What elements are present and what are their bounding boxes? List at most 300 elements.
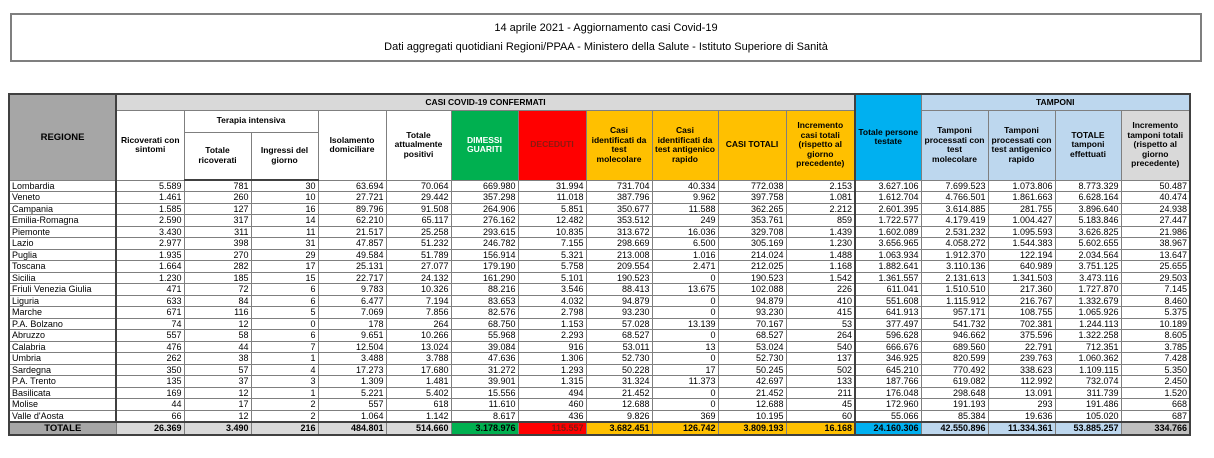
value-cell: 3.785 xyxy=(1121,341,1190,353)
value-cell: 2.131.613 xyxy=(921,272,988,284)
value-cell: 1.004.427 xyxy=(988,215,1055,227)
col-header-casi-molecolare: Casi identificati da test molecolare xyxy=(586,110,652,180)
value-cell: 410 xyxy=(786,295,855,307)
value-cell: 72 xyxy=(184,284,251,296)
value-cell: 6 xyxy=(251,295,318,307)
value-cell: 52.730 xyxy=(718,353,786,365)
value-cell: 16 xyxy=(251,203,318,215)
value-cell: 30 xyxy=(251,180,318,192)
value-cell: 3.473.116 xyxy=(1055,272,1121,284)
value-cell: 350.677 xyxy=(586,203,652,215)
value-cell: 70.064 xyxy=(386,180,451,192)
value-cell: 84 xyxy=(184,295,251,307)
table-row xyxy=(9,376,1190,388)
value-cell: 50.228 xyxy=(586,364,652,376)
value-cell: 1.230 xyxy=(116,272,184,284)
value-cell: 2.034.564 xyxy=(1055,249,1121,261)
value-cell: 8.460 xyxy=(1121,295,1190,307)
total-value-cell: 514.660 xyxy=(386,422,451,435)
col-header-tamponi-antigenico: Tamponi processati con test antigenico rapido xyxy=(988,110,1055,180)
table-row xyxy=(9,203,1190,215)
value-cell: 11.018 xyxy=(518,192,586,204)
value-cell: 397.758 xyxy=(718,192,786,204)
value-cell: 1.109.115 xyxy=(1055,364,1121,376)
region-cell: Sicilia xyxy=(9,272,116,284)
value-cell: 51.232 xyxy=(386,238,451,250)
value-cell: 10.835 xyxy=(518,226,586,238)
value-cell: 209.554 xyxy=(586,261,652,273)
value-cell: 1.064 xyxy=(318,410,386,422)
value-cell: 1.439 xyxy=(786,226,855,238)
value-cell: 91.508 xyxy=(386,203,451,215)
region-cell: Toscana xyxy=(9,261,116,273)
table-body xyxy=(9,180,1190,435)
value-cell: 27.447 xyxy=(1121,215,1190,227)
value-cell: 176.048 xyxy=(855,387,921,399)
value-cell: 541.732 xyxy=(921,318,988,330)
col-header-regione: REGIONE xyxy=(9,94,116,180)
value-cell: 436 xyxy=(518,410,586,422)
value-cell: 239.763 xyxy=(988,353,1055,365)
value-cell: 12.688 xyxy=(586,399,652,411)
value-cell: 68.527 xyxy=(586,330,652,342)
region-cell: Lombardia xyxy=(9,180,116,192)
total-value-cell: 11.334.361 xyxy=(988,422,1055,435)
value-cell: 781 xyxy=(184,180,251,192)
value-cell: 689.560 xyxy=(921,341,988,353)
value-cell: 353.761 xyxy=(718,215,786,227)
value-cell: 375.596 xyxy=(988,330,1055,342)
value-cell: 3.546 xyxy=(518,284,586,296)
value-cell: 0 xyxy=(652,399,718,411)
value-cell: 2.153 xyxy=(786,180,855,192)
value-cell: 357.298 xyxy=(451,192,518,204)
table-row xyxy=(9,399,1190,411)
value-cell: 191.193 xyxy=(921,399,988,411)
total-value-cell: 3.809.193 xyxy=(718,422,786,435)
value-cell: 17 xyxy=(652,364,718,376)
value-cell: 89.796 xyxy=(318,203,386,215)
value-cell: 329.708 xyxy=(718,226,786,238)
region-cell: Campania xyxy=(9,203,116,215)
value-cell: 55.066 xyxy=(855,410,921,422)
value-cell: 281.755 xyxy=(988,203,1055,215)
region-cell: P.A. Bolzano xyxy=(9,318,116,330)
table-row xyxy=(9,192,1190,204)
value-cell: 6 xyxy=(251,284,318,296)
col-header-totale-ricoverati: Totale ricoverati xyxy=(184,132,251,180)
value-cell: 214.024 xyxy=(718,249,786,261)
value-cell: 57.028 xyxy=(586,318,652,330)
value-cell: 13.647 xyxy=(1121,249,1190,261)
region-cell: Umbria xyxy=(9,353,116,365)
value-cell: 13 xyxy=(652,341,718,353)
value-cell: 10.326 xyxy=(386,284,451,296)
value-cell: 476 xyxy=(116,341,184,353)
value-cell: 29.442 xyxy=(386,192,451,204)
value-cell: 5.375 xyxy=(1121,307,1190,319)
value-cell: 1.361.557 xyxy=(855,272,921,284)
value-cell: 3.788 xyxy=(386,353,451,365)
value-cell: 264 xyxy=(386,318,451,330)
value-cell: 4 xyxy=(251,364,318,376)
value-cell: 0 xyxy=(251,318,318,330)
total-value-cell: 216 xyxy=(251,422,318,435)
value-cell: 27.721 xyxy=(318,192,386,204)
value-cell: 338.623 xyxy=(988,364,1055,376)
value-cell: 135 xyxy=(116,376,184,388)
total-value-cell: 3.682.451 xyxy=(586,422,652,435)
table-row xyxy=(9,215,1190,227)
value-cell: 12 xyxy=(184,318,251,330)
region-cell: Abruzzo xyxy=(9,330,116,342)
bulletin-title: 14 aprile 2021 - Aggiornamento casi Covid-19 xyxy=(494,22,718,34)
table-row xyxy=(9,249,1190,261)
value-cell: 3.488 xyxy=(318,353,386,365)
value-cell: 85.384 xyxy=(921,410,988,422)
value-cell: 4.032 xyxy=(518,295,586,307)
col-header-incremento-casi: Incremento casi totali (rispetto al giorno precedente) xyxy=(786,110,855,180)
table-row xyxy=(9,272,1190,284)
value-cell: 8.605 xyxy=(1121,330,1190,342)
value-cell: 178 xyxy=(318,318,386,330)
value-cell: 633 xyxy=(116,295,184,307)
value-cell: 350 xyxy=(116,364,184,376)
value-cell: 12.504 xyxy=(318,341,386,353)
value-cell: 108.755 xyxy=(988,307,1055,319)
value-cell: 540 xyxy=(786,341,855,353)
value-cell: 282 xyxy=(184,261,251,273)
col-header-dimessi-guariti: DIMESSI GUARITI xyxy=(451,110,518,180)
table-row xyxy=(9,238,1190,250)
value-cell: 669.980 xyxy=(451,180,518,192)
value-cell: 702.381 xyxy=(988,318,1055,330)
value-cell: 4.766.501 xyxy=(921,192,988,204)
value-cell: 640.989 xyxy=(988,261,1055,273)
value-cell: 293.615 xyxy=(451,226,518,238)
value-cell: 6 xyxy=(251,330,318,342)
value-cell: 732.074 xyxy=(1055,376,1121,388)
region-cell: Marche xyxy=(9,307,116,319)
value-cell: 1.322.258 xyxy=(1055,330,1121,342)
value-cell: 1.115.912 xyxy=(921,295,988,307)
value-cell: 298.669 xyxy=(586,238,652,250)
value-cell: 17 xyxy=(251,261,318,273)
value-cell: 17 xyxy=(184,399,251,411)
value-cell: 29 xyxy=(251,249,318,261)
value-cell: 11.373 xyxy=(652,376,718,388)
region-cell: Valle d'Aosta xyxy=(9,410,116,422)
value-cell: 7.069 xyxy=(318,307,386,319)
value-cell: 5.183.846 xyxy=(1055,215,1121,227)
value-cell: 12 xyxy=(184,410,251,422)
total-value-cell: 53.885.257 xyxy=(1055,422,1121,435)
value-cell: 1.612.704 xyxy=(855,192,921,204)
value-cell: 5.589 xyxy=(116,180,184,192)
value-cell: 6.500 xyxy=(652,238,718,250)
value-cell: 641.913 xyxy=(855,307,921,319)
value-cell: 7.856 xyxy=(386,307,451,319)
value-cell: 93.230 xyxy=(718,307,786,319)
value-cell: 471 xyxy=(116,284,184,296)
value-cell: 7.699.523 xyxy=(921,180,988,192)
value-cell: 5 xyxy=(251,307,318,319)
value-cell: 13.675 xyxy=(652,284,718,296)
total-value-cell: 24.160.306 xyxy=(855,422,921,435)
table-row xyxy=(9,353,1190,365)
value-cell: 216.767 xyxy=(988,295,1055,307)
value-cell: 3.751.125 xyxy=(1055,261,1121,273)
value-cell: 398 xyxy=(184,238,251,250)
value-cell: 2.212 xyxy=(786,203,855,215)
value-cell: 156.914 xyxy=(451,249,518,261)
value-cell: 31.994 xyxy=(518,180,586,192)
value-cell: 1.168 xyxy=(786,261,855,273)
value-cell: 1.063.934 xyxy=(855,249,921,261)
value-cell: 7 xyxy=(251,341,318,353)
bulletin-subtitle: Dati aggregati quotidiani Regioni/PPAA - Ministero della Salute - Istituto Superiore di Sanità xyxy=(384,41,828,53)
value-cell: 1.095.593 xyxy=(988,226,1055,238)
value-cell: 10.195 xyxy=(718,410,786,422)
value-cell: 1 xyxy=(251,387,318,399)
value-cell: 19.636 xyxy=(988,410,1055,422)
table-row xyxy=(9,330,1190,342)
value-cell: 0 xyxy=(652,295,718,307)
value-cell: 415 xyxy=(786,307,855,319)
value-cell: 9.783 xyxy=(318,284,386,296)
value-cell: 2.450 xyxy=(1121,376,1190,388)
region-cell: Piemonte xyxy=(9,226,116,238)
col-header-deceduti: DECEDUTI xyxy=(518,110,586,180)
value-cell: 8.773.329 xyxy=(1055,180,1121,192)
group-header-casi-confermati: CASI COVID-19 CONFERMATI xyxy=(116,94,855,110)
value-cell: 1.722.577 xyxy=(855,215,921,227)
value-cell: 10.266 xyxy=(386,330,451,342)
region-cell: Veneto xyxy=(9,192,116,204)
group-header-tamponi: TAMPONI xyxy=(921,94,1190,110)
group-header-terapia-intensiva: Terapia intensiva xyxy=(184,110,318,132)
value-cell: 2.471 xyxy=(652,261,718,273)
value-cell: 1.081 xyxy=(786,192,855,204)
value-cell: 3.626.825 xyxy=(1055,226,1121,238)
value-cell: 137 xyxy=(786,353,855,365)
value-cell: 3.896.640 xyxy=(1055,203,1121,215)
value-cell: 22.717 xyxy=(318,272,386,284)
value-cell: 1 xyxy=(251,353,318,365)
value-cell: 770.492 xyxy=(921,364,988,376)
value-cell: 4.058.272 xyxy=(921,238,988,250)
value-cell: 9.826 xyxy=(586,410,652,422)
value-cell: 6.628.164 xyxy=(1055,192,1121,204)
value-cell: 557 xyxy=(116,330,184,342)
value-cell: 611.041 xyxy=(855,284,921,296)
value-cell: 346.925 xyxy=(855,353,921,365)
value-cell: 5.350 xyxy=(1121,364,1190,376)
value-cell: 1.544.383 xyxy=(988,238,1055,250)
value-cell: 494 xyxy=(518,387,586,399)
value-cell: 305.169 xyxy=(718,238,786,250)
total-label-cell: TOTALE xyxy=(9,422,116,435)
col-header-isolamento: Isolamento domiciliare xyxy=(318,110,386,180)
value-cell: 51.789 xyxy=(386,249,451,261)
value-cell: 387.796 xyxy=(586,192,652,204)
value-cell: 11.610 xyxy=(451,399,518,411)
value-cell: 226 xyxy=(786,284,855,296)
value-cell: 1.664 xyxy=(116,261,184,273)
table-row xyxy=(9,226,1190,238)
value-cell: 264.906 xyxy=(451,203,518,215)
value-cell: 712.351 xyxy=(1055,341,1121,353)
table-header xyxy=(9,94,1190,180)
value-cell: 298.648 xyxy=(921,387,988,399)
region-cell: Lazio xyxy=(9,238,116,250)
col-header-persone-testate: Totale persone testate xyxy=(855,94,921,180)
value-cell: 1.912.370 xyxy=(921,249,988,261)
value-cell: 172.960 xyxy=(855,399,921,411)
value-cell: 39.084 xyxy=(451,341,518,353)
value-cell: 10 xyxy=(251,192,318,204)
value-cell: 6.477 xyxy=(318,295,386,307)
value-cell: 50.245 xyxy=(718,364,786,376)
table-row xyxy=(9,318,1190,330)
value-cell: 62.210 xyxy=(318,215,386,227)
total-value-cell: 16.168 xyxy=(786,422,855,435)
value-cell: 1.935 xyxy=(116,249,184,261)
value-cell: 11 xyxy=(251,226,318,238)
value-cell: 5.221 xyxy=(318,387,386,399)
value-cell: 169 xyxy=(116,387,184,399)
value-cell: 916 xyxy=(518,341,586,353)
value-cell: 1.481 xyxy=(386,376,451,388)
value-cell: 52.730 xyxy=(586,353,652,365)
value-cell: 270 xyxy=(184,249,251,261)
col-header-ingressi-giorno: Ingressi del giorno xyxy=(251,132,318,180)
value-cell: 2 xyxy=(251,399,318,411)
value-cell: 179.190 xyxy=(451,261,518,273)
value-cell: 2.798 xyxy=(518,307,586,319)
value-cell: 820.599 xyxy=(921,353,988,365)
value-cell: 1.542 xyxy=(786,272,855,284)
value-cell: 3.656.965 xyxy=(855,238,921,250)
value-cell: 211 xyxy=(786,387,855,399)
total-value-cell: 3.490 xyxy=(184,422,251,435)
value-cell: 557 xyxy=(318,399,386,411)
value-cell: 4.179.419 xyxy=(921,215,988,227)
value-cell: 957.171 xyxy=(921,307,988,319)
value-cell: 0 xyxy=(652,330,718,342)
value-cell: 671 xyxy=(116,307,184,319)
value-cell: 38.967 xyxy=(1121,238,1190,250)
total-value-cell: 115.557 xyxy=(518,422,586,435)
value-cell: 213.008 xyxy=(586,249,652,261)
value-cell: 53.011 xyxy=(586,341,652,353)
value-cell: 49.584 xyxy=(318,249,386,261)
value-cell: 16.036 xyxy=(652,226,718,238)
value-cell: 21.517 xyxy=(318,226,386,238)
value-cell: 293 xyxy=(988,399,1055,411)
value-cell: 772.038 xyxy=(718,180,786,192)
table-row xyxy=(9,341,1190,353)
col-header-casi-antigenico: Casi identificati da test antigenico rapido xyxy=(652,110,718,180)
value-cell: 15.556 xyxy=(451,387,518,399)
value-cell: 74 xyxy=(116,318,184,330)
value-cell: 1.309 xyxy=(318,376,386,388)
value-cell: 102.088 xyxy=(718,284,786,296)
value-cell: 249 xyxy=(652,215,718,227)
total-value-cell: 42.550.896 xyxy=(921,422,988,435)
value-cell: 311.739 xyxy=(1055,387,1121,399)
col-header-attualmente-positivi: Totale attualmente positivi xyxy=(386,110,451,180)
value-cell: 217.360 xyxy=(988,284,1055,296)
value-cell: 21.452 xyxy=(586,387,652,399)
region-cell: Liguria xyxy=(9,295,116,307)
value-cell: 1.153 xyxy=(518,318,586,330)
value-cell: 70.167 xyxy=(718,318,786,330)
region-cell: Basilicata xyxy=(9,387,116,399)
title-box xyxy=(10,13,1202,62)
value-cell: 666.676 xyxy=(855,341,921,353)
value-cell: 88.216 xyxy=(451,284,518,296)
value-cell: 31 xyxy=(251,238,318,250)
value-cell: 276.162 xyxy=(451,215,518,227)
value-cell: 3.110.136 xyxy=(921,261,988,273)
region-cell: P.A. Trento xyxy=(9,376,116,388)
value-cell: 31.272 xyxy=(451,364,518,376)
value-cell: 13.024 xyxy=(386,341,451,353)
value-cell: 0 xyxy=(652,272,718,284)
value-cell: 40.334 xyxy=(652,180,718,192)
value-cell: 17.273 xyxy=(318,364,386,376)
value-cell: 94.879 xyxy=(718,295,786,307)
value-cell: 502 xyxy=(786,364,855,376)
value-cell: 45 xyxy=(786,399,855,411)
value-cell: 362.265 xyxy=(718,203,786,215)
table-row xyxy=(9,261,1190,273)
value-cell: 2.977 xyxy=(116,238,184,250)
value-cell: 264 xyxy=(786,330,855,342)
value-cell: 42.697 xyxy=(718,376,786,388)
value-cell: 5.851 xyxy=(518,203,586,215)
value-cell: 317 xyxy=(184,215,251,227)
value-cell: 116 xyxy=(184,307,251,319)
value-cell: 58 xyxy=(184,330,251,342)
col-header-totale-tamponi: TOTALE tamponi effettuati xyxy=(1055,110,1121,180)
value-cell: 7.155 xyxy=(518,238,586,250)
value-cell: 668 xyxy=(1121,399,1190,411)
value-cell: 618 xyxy=(386,399,451,411)
value-cell: 7.145 xyxy=(1121,284,1190,296)
value-cell: 5.101 xyxy=(518,272,586,284)
total-value-cell: 484.801 xyxy=(318,422,386,435)
value-cell: 31.324 xyxy=(586,376,652,388)
value-cell: 3.614.885 xyxy=(921,203,988,215)
value-cell: 82.576 xyxy=(451,307,518,319)
value-cell: 1.244.113 xyxy=(1055,318,1121,330)
value-cell: 21.452 xyxy=(718,387,786,399)
value-cell: 94.879 xyxy=(586,295,652,307)
value-cell: 50.487 xyxy=(1121,180,1190,192)
table-row xyxy=(9,410,1190,422)
value-cell: 645.210 xyxy=(855,364,921,376)
value-cell: 122.194 xyxy=(988,249,1055,261)
value-cell: 619.082 xyxy=(921,376,988,388)
value-cell: 39.901 xyxy=(451,376,518,388)
value-cell: 9.651 xyxy=(318,330,386,342)
value-cell: 3.430 xyxy=(116,226,184,238)
value-cell: 22.791 xyxy=(988,341,1055,353)
value-cell: 0 xyxy=(652,387,718,399)
value-cell: 44 xyxy=(184,341,251,353)
